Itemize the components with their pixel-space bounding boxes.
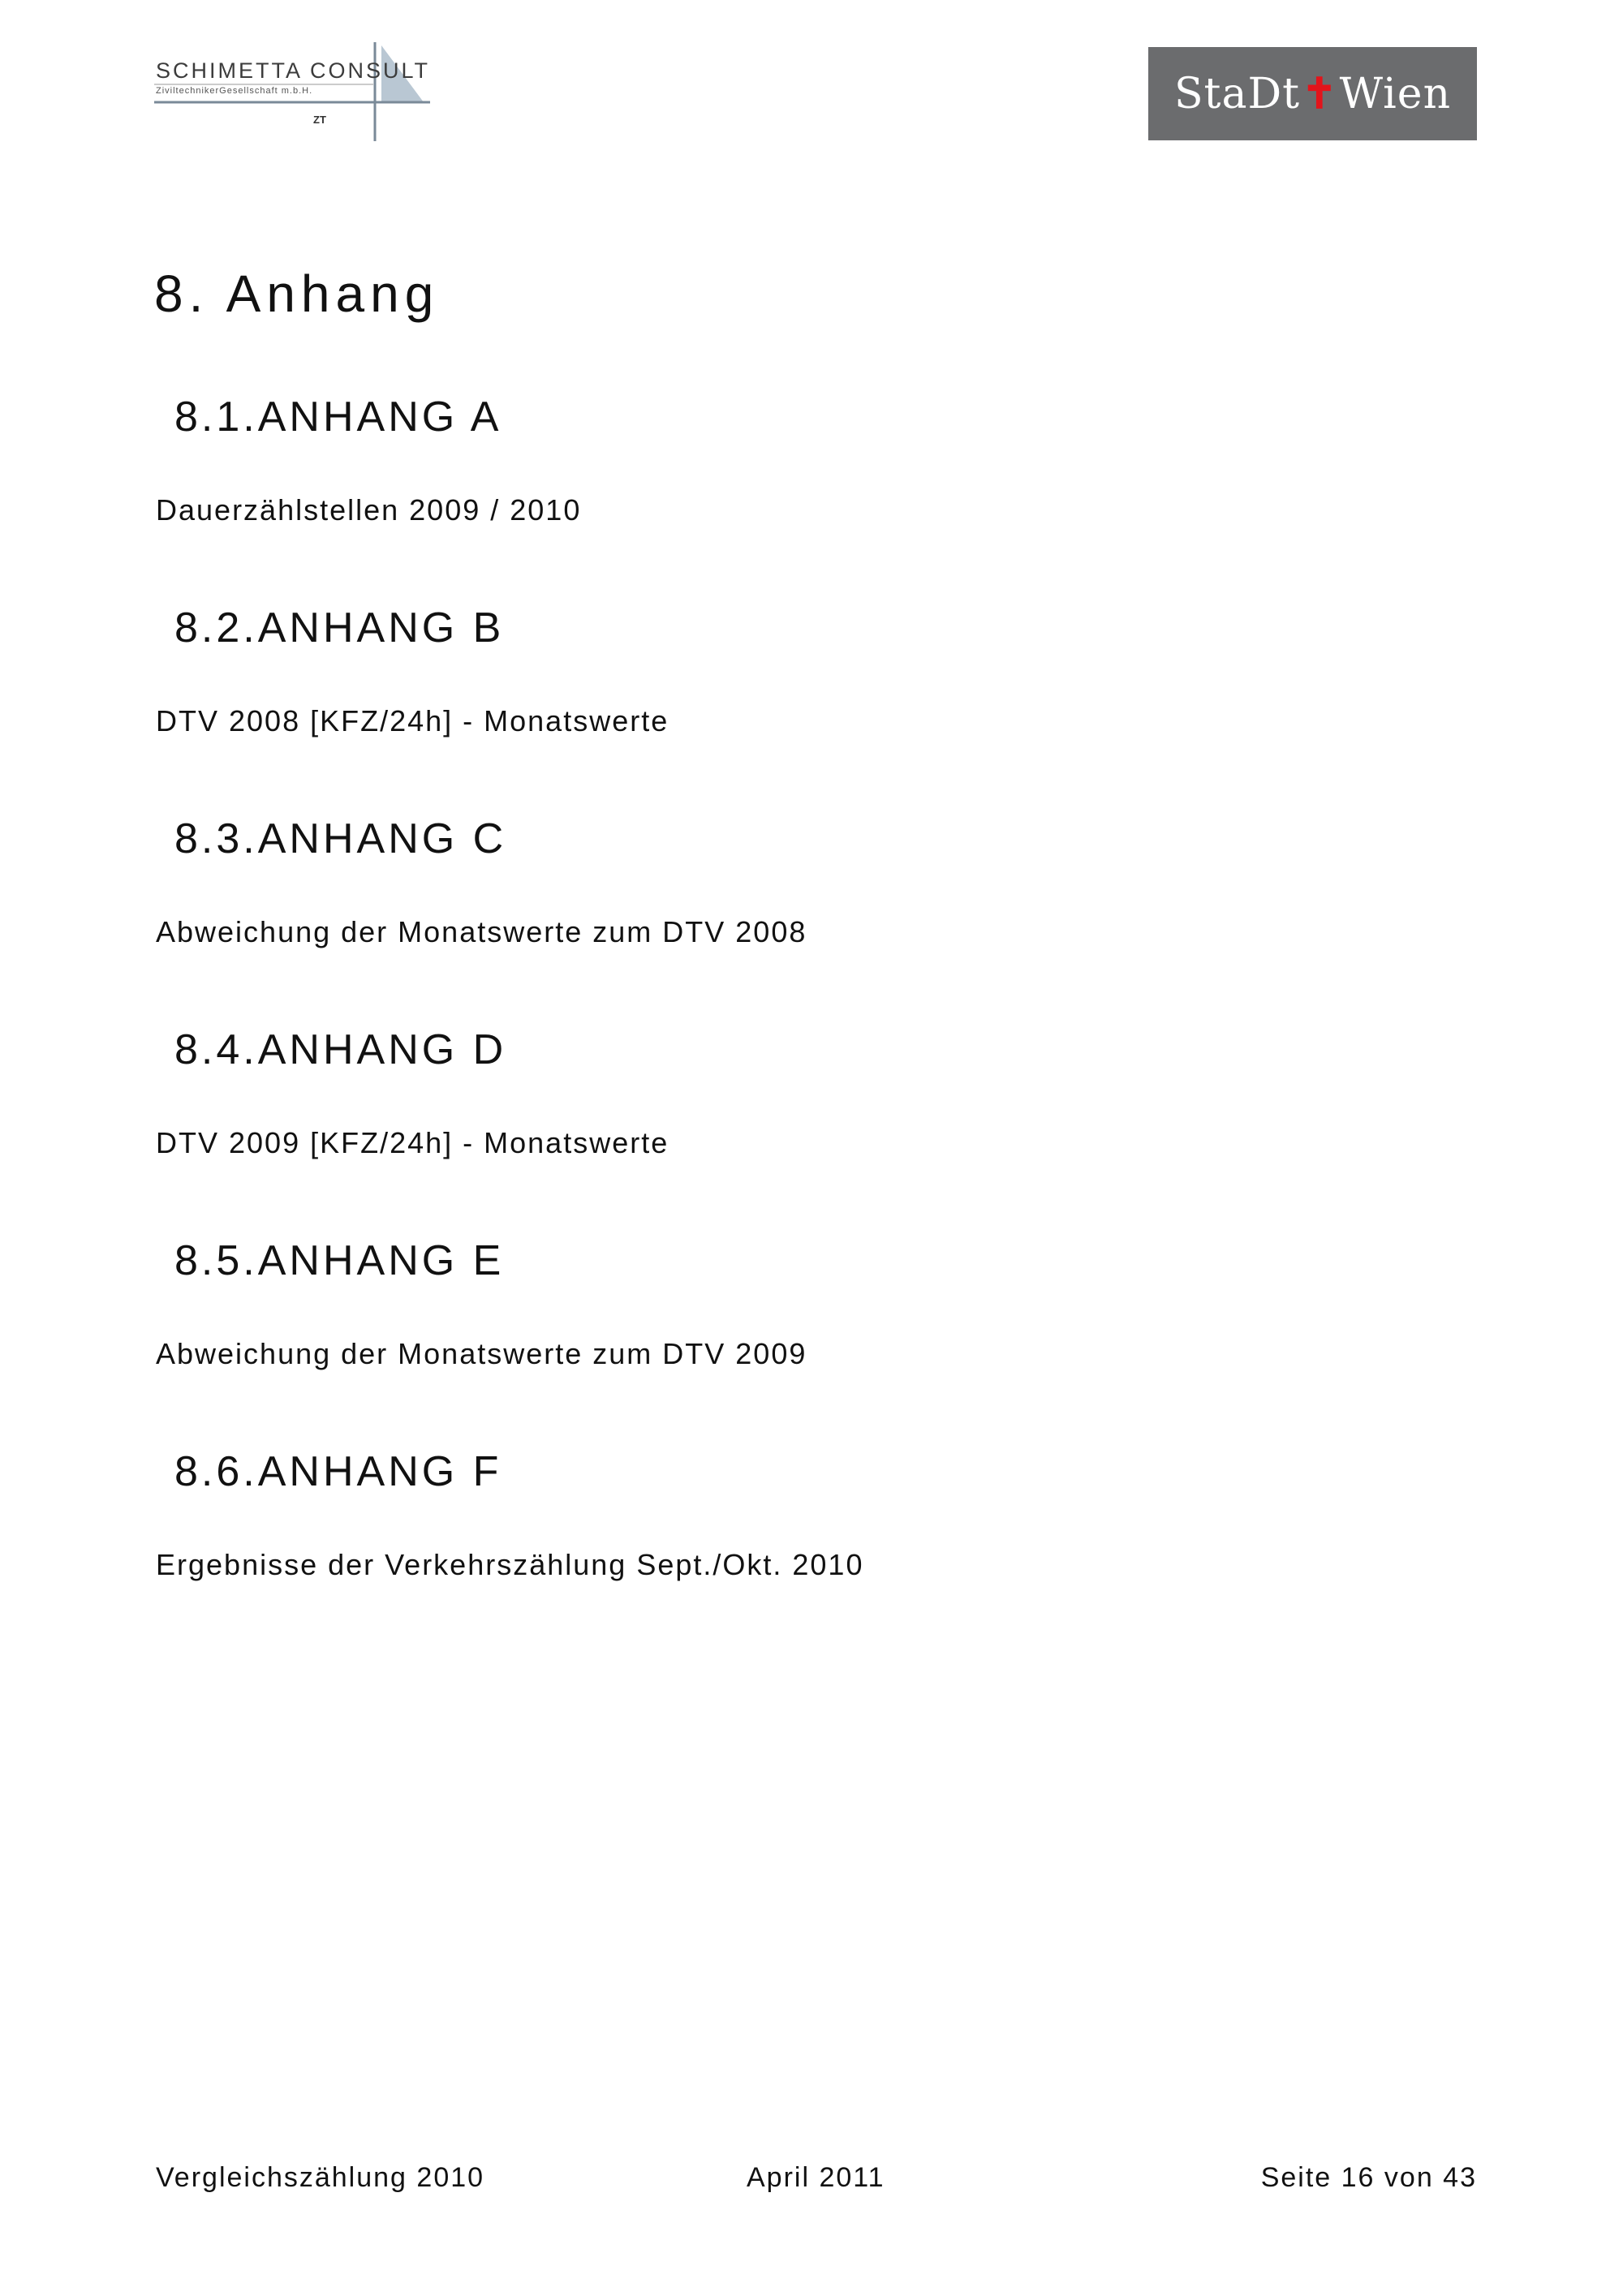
section-text-anhang-b: DTV 2008 [KFZ/24h] - Monatswerte bbox=[156, 704, 669, 737]
footer-date: April 2011 bbox=[747, 2162, 885, 2193]
logo-brand-text: SCHIMETTA CONSULT bbox=[156, 58, 431, 83]
logo-subtitle-text: ZiviltechnikerGesellschaft m.b.H. bbox=[156, 86, 313, 96]
section-text-anhang-c: Abweichung der Monatswerte zum DTV 2008 bbox=[156, 915, 807, 948]
section-text-anhang-d: DTV 2009 [KFZ/24h] - Monatswerte bbox=[156, 1126, 669, 1159]
section-text-anhang-e: Abweichung der Monatswerte zum DTV 2009 bbox=[156, 1337, 807, 1370]
vienna-cross-icon: ✝ bbox=[1302, 69, 1338, 118]
section-heading-anhang-f: 8.6.ANHANG F bbox=[174, 1448, 502, 1495]
section-heading-anhang-b: 8.2.ANHANG B bbox=[174, 604, 505, 651]
section-text-anhang-f: Ergebnisse der Verkehrszählung Sept./Okt. 2010 bbox=[156, 1548, 864, 1581]
footer-document-title: Vergleichszählung 2010 bbox=[156, 2162, 485, 2193]
footer-page-number: Seite 16 von 43 bbox=[1260, 2162, 1477, 2193]
section-text-anhang-a: Dauerzählstellen 2009 / 2010 bbox=[156, 493, 582, 527]
chapter-title: 8. Anhang bbox=[154, 264, 440, 323]
zt-badge: ZT bbox=[313, 114, 326, 126]
stadt-wien-logo-part2: Wien bbox=[1339, 69, 1452, 118]
stadt-wien-logo-part1: StaDt bbox=[1173, 69, 1301, 118]
schimetta-consult-logo bbox=[154, 42, 430, 148]
stadt-wien-logo bbox=[1148, 47, 1477, 140]
section-heading-anhang-e: 8.5.ANHANG E bbox=[174, 1237, 505, 1284]
section-heading-anhang-a: 8.1.ANHANG A bbox=[174, 393, 502, 441]
section-heading-anhang-c: 8.3.ANHANG C bbox=[174, 815, 507, 862]
section-heading-anhang-d: 8.4.ANHANG D bbox=[174, 1026, 507, 1073]
